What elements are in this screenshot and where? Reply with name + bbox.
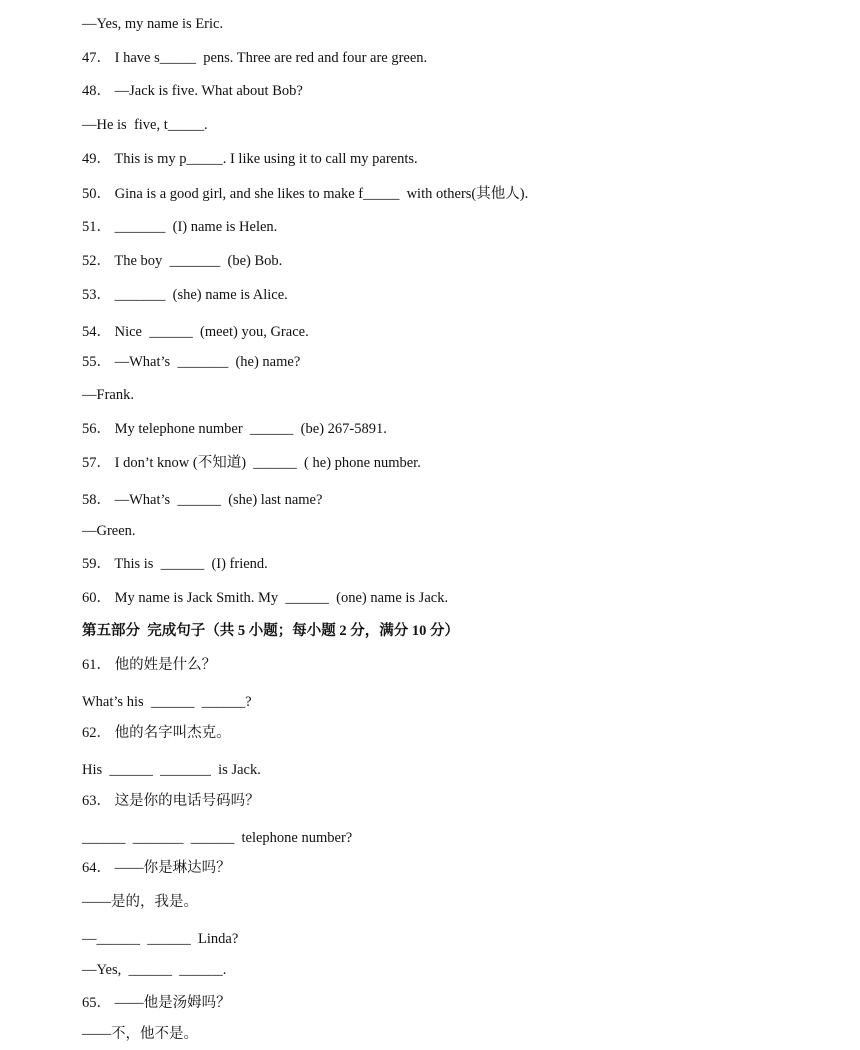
answer-line-64a: —______ ______ Linda? — [82, 931, 239, 947]
question-65: 65． ——他是汤姆吗？ — [82, 995, 231, 1011]
question-58: 58． —What’s ______ (she) last name? — [82, 492, 323, 508]
question-63: 63． 这是你的电话号码吗？ — [82, 793, 260, 809]
question-62: 62． 他的名字叫杰克。 — [82, 725, 231, 741]
question-49: 49． This is my p_____. I like using it to call my parents. — [82, 151, 418, 167]
question-55: 55． —What’s _______ (he) name? — [82, 354, 301, 370]
answer-line-63: ______ _______ ______ telephone number? — [82, 830, 353, 846]
answer-line-62: His ______ _______ is Jack. — [82, 762, 261, 778]
answer-line-64b: —Yes, ______ ______. — [82, 962, 227, 978]
question-47: 47． I have s_____ pens. Three are red and four are green. — [82, 50, 428, 66]
question-64: 64． ——你是琳达吗？ — [82, 860, 231, 876]
question-59: 59． This is ______ (I) friend. — [82, 556, 268, 572]
answer-line-58: —Green. — [82, 523, 136, 539]
question-53: 53． _______ (she) name is Alice. — [82, 287, 288, 303]
question-61: 61． 他的姓是什么？ — [82, 657, 217, 673]
question-52: 52． The boy _______ (be) Bob. — [82, 253, 283, 269]
question-65-reply: ——不，他不是。 — [82, 1026, 198, 1042]
question-50: 50． Gina is a good girl, and she likes to make f_____ with others(其他人). — [82, 186, 529, 202]
question-60: 60． My name is Jack Smith. My ______ (one) name is Jack. — [82, 590, 449, 606]
answer-line-46: —Yes, my name is Eric. — [82, 16, 224, 32]
answer-line-48: —He is five, t_____. — [82, 117, 208, 133]
answer-line-61: What’s his ______ ______? — [82, 694, 252, 710]
answer-line-55: —Frank. — [82, 387, 134, 403]
section-five-heading: 第五部分 完成句子（共 5 小题；每小题 2 分，满分 10 分） — [82, 623, 459, 639]
question-54: 54． Nice ______ (meet) you, Grace. — [82, 324, 309, 340]
question-51: 51． _______ (I) name is Helen. — [82, 219, 278, 235]
question-56: 56． My telephone number ______ (be) 267-5891. — [82, 421, 387, 437]
question-64-reply: ——是的，我是。 — [82, 894, 198, 910]
question-57: 57． I don’t know (不知道) ______ ( he) phone number. — [82, 455, 421, 471]
question-48: 48． —Jack is five. What about Bob? — [82, 83, 303, 99]
